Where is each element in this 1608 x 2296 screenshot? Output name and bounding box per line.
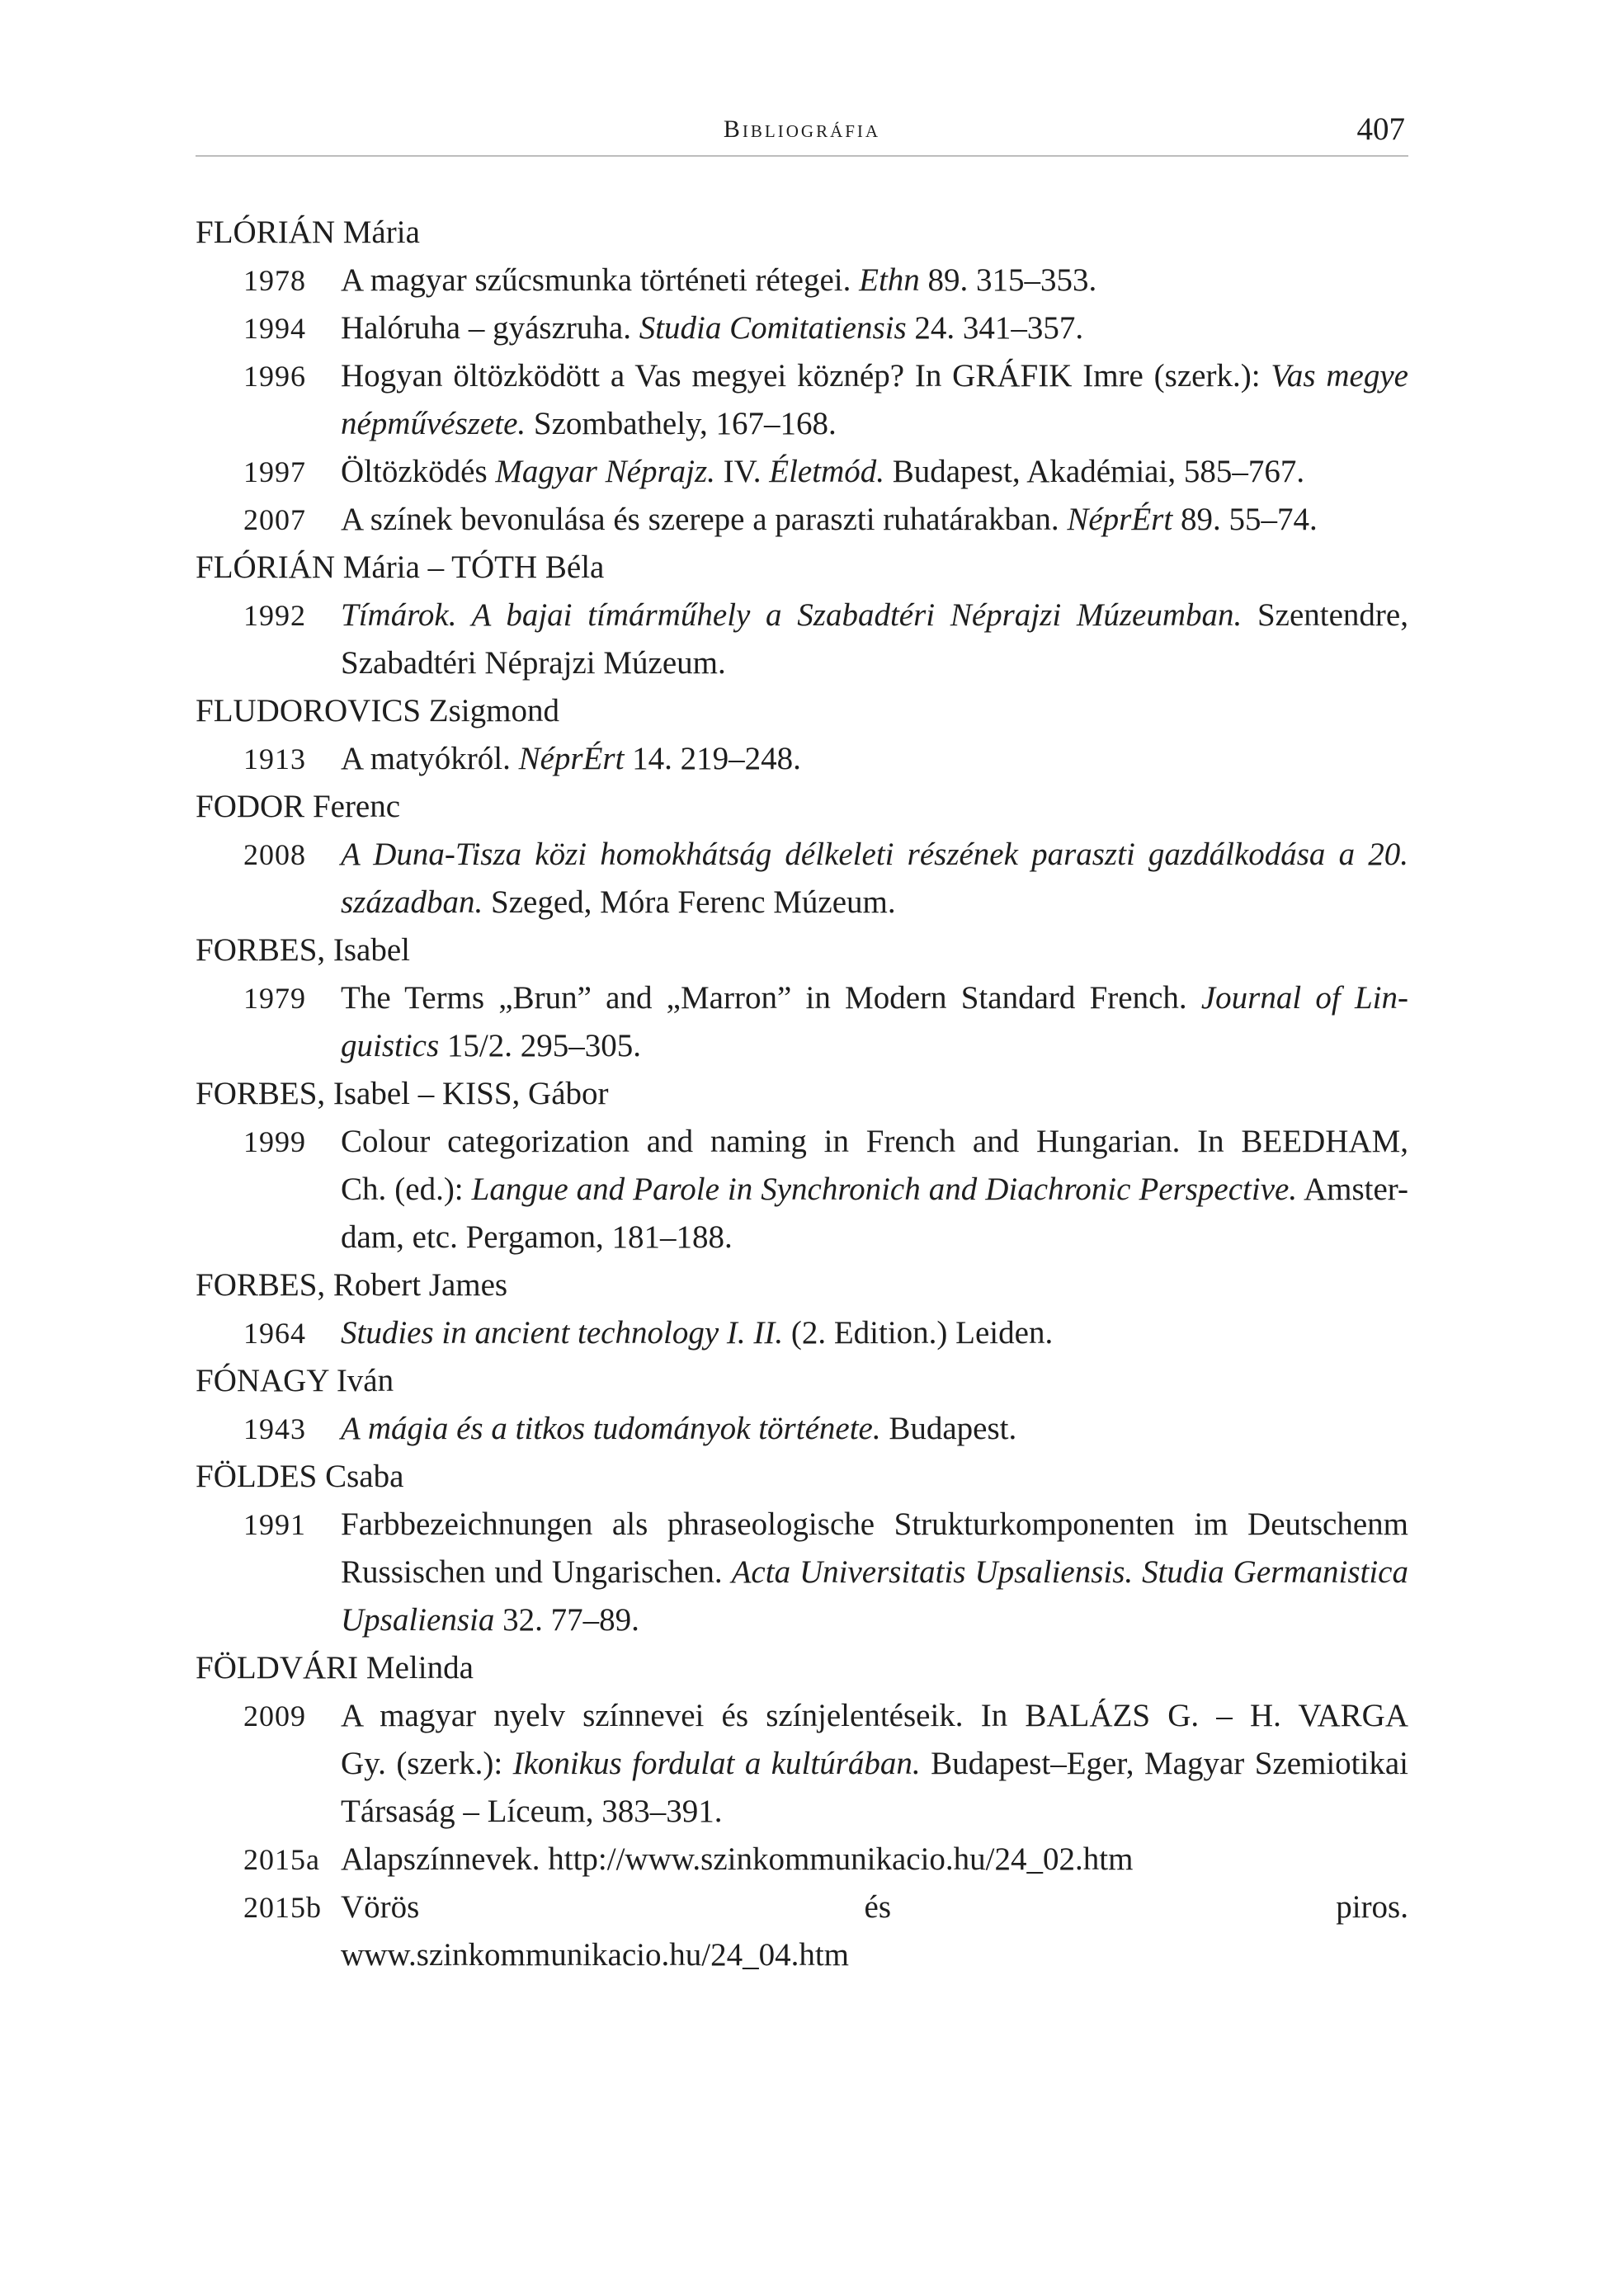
entry-text <box>341 496 1408 544</box>
text-segment: A magyar szűcsmunka történeti rétegei. <box>341 262 860 298</box>
entry-year: 2007 <box>243 503 306 536</box>
entry-year: 1994 <box>243 312 306 345</box>
italic-title: A Duna-Tisza közi homokhátság délkeleti részének paraszti gazdálkodása a 20. <box>341 837 1408 872</box>
text-segment: (2. Edition.) Leiden. <box>783 1315 1054 1351</box>
entry-line <box>341 448 1408 496</box>
entry-line <box>341 1740 1408 1788</box>
entry-line <box>341 1309 1408 1357</box>
bibliography-entry <box>196 974 1408 1070</box>
entry-year: 2015a <box>243 1843 320 1876</box>
text-segment: 32. 77–89. <box>494 1602 639 1638</box>
author-group <box>196 1070 1408 1261</box>
entry-year: 1997 <box>243 455 306 488</box>
italic-title: Journal of Lin- <box>1200 980 1408 1016</box>
entry-year: 2008 <box>243 838 306 871</box>
entry-line <box>341 735 1408 783</box>
text-segment: www.szinkommunikacio.hu/24_04.htm <box>341 1937 850 1973</box>
entry-line <box>341 1166 1408 1214</box>
bibliography-entry <box>196 352 1408 448</box>
entry-line <box>341 1549 1408 1596</box>
entry-text <box>341 1309 1408 1357</box>
text-segment: Öltözködés <box>341 454 496 489</box>
text-segment: 89. 315–353. <box>919 262 1097 298</box>
entry-line <box>341 496 1408 544</box>
author-group <box>196 1453 1408 1644</box>
text-segment: Szombathely, 167–168. <box>526 406 837 441</box>
entry-text <box>341 1118 1408 1261</box>
bibliography-entry <box>196 1692 1408 1836</box>
italic-title: Acta Universitatis Upsaliensis. Studia Germanistica <box>731 1554 1408 1590</box>
entry-line <box>341 1596 1408 1644</box>
author-name: FÓNAGY Iván <box>196 1363 394 1398</box>
italic-title: népművészete. <box>341 406 526 441</box>
author-group <box>196 1261 1408 1357</box>
text-segment: A matyókról. <box>341 741 519 776</box>
entry-line <box>341 352 1408 400</box>
entry-line <box>341 1788 1408 1836</box>
entry-year: 1996 <box>243 360 306 393</box>
entry-text <box>341 304 1408 352</box>
author-name: FLÓRIÁN Mária <box>196 215 420 250</box>
text-segment: Vörös és piros. <box>341 1889 1408 1925</box>
entry-text <box>341 1405 1408 1453</box>
text-segment: Hogyan öltözködött a Vas megyei köznép? In GRÁFIK Imre (szerk.): <box>341 358 1271 394</box>
entry-line <box>341 592 1408 639</box>
text-segment: IV. <box>714 454 770 489</box>
bibliography-entry <box>196 831 1408 926</box>
italic-title: NéprÉrt <box>518 741 625 776</box>
bibliography-entry <box>196 448 1408 496</box>
entry-year: 1991 <box>243 1508 306 1541</box>
bibliography-entry <box>196 304 1408 352</box>
entry-line <box>341 1692 1408 1740</box>
entry-year: 1992 <box>243 599 306 632</box>
text-segment: Szentendre, <box>1242 597 1408 633</box>
author-name: FLÓRIÁN Mária – TÓTH Béla <box>196 549 605 585</box>
entry-line <box>341 1214 1408 1261</box>
entry-line <box>341 304 1408 352</box>
text-segment: A színek bevonulása és szerepe a paraszti ruhatárakban. <box>341 502 1068 537</box>
entry-text <box>341 1836 1408 1883</box>
author-name: FÖLDVÁRI Melinda <box>196 1650 474 1685</box>
author-name: FORBES, Isabel <box>196 932 411 968</box>
text-segment: Colour categorization and naming in French and Hungarian. In BEEDHAM, <box>341 1124 1408 1159</box>
entry-year: 1999 <box>243 1125 306 1158</box>
text-segment: Budapest. <box>880 1411 1017 1446</box>
page-number: 407 <box>1356 111 1405 147</box>
entry-text <box>341 1883 1408 1979</box>
entry-line <box>341 879 1408 926</box>
author-name: FORBES, Isabel – KISS, Gábor <box>196 1076 609 1111</box>
bibliography-entry <box>196 1883 1408 1979</box>
italic-title: Ikonikus fordulat a kultúrában. <box>512 1746 921 1781</box>
italic-title: században. <box>341 884 483 920</box>
text-segment: Budapest–Eger, Magyar Szemiotikai <box>920 1746 1408 1781</box>
entry-text <box>341 831 1408 926</box>
entry-line <box>341 831 1408 879</box>
bibliography-entry <box>196 257 1408 304</box>
running-header <box>196 106 1408 157</box>
author-group <box>196 209 1408 544</box>
entry-line <box>341 1883 1408 1931</box>
bibliography-entry <box>196 1836 1408 1883</box>
entry-text <box>341 1692 1408 1836</box>
italic-title: Vas megye <box>1271 358 1408 394</box>
italic-title: NéprÉrt <box>1067 502 1173 537</box>
text-segment: Szabadtéri Néprajzi Múzeum. <box>341 645 726 681</box>
text-segment: The Terms „Brun” and „Marron” in Modern Standard French. <box>341 980 1201 1016</box>
text-segment: Farbbezeichnungen als phraseologische Strukturkomponenten im Deutschenm <box>341 1506 1408 1542</box>
entry-year: 1978 <box>243 264 306 297</box>
text-segment: 15/2. 295–305. <box>439 1028 642 1063</box>
italic-title: Studies in ancient technology I. II. <box>341 1315 784 1351</box>
bibliography-entry <box>196 1309 1408 1357</box>
italic-title: Magyar Néprajz. <box>495 454 715 489</box>
entry-text <box>341 352 1408 448</box>
running-title: Bibliográfia <box>723 116 881 143</box>
entry-year: 2009 <box>243 1700 306 1733</box>
entry-text <box>341 1501 1408 1644</box>
entry-line <box>341 1501 1408 1549</box>
text-segment: Russischen und Ungarischen. <box>341 1554 732 1590</box>
text-segment: Társaság – Líceum, 383–391. <box>341 1794 723 1829</box>
text-segment: 24. 341–357. <box>906 310 1084 346</box>
entry-text <box>341 257 1408 304</box>
text-segment: A magyar nyelv színnevei és színjelentéseik. In BALÁZS G. – H. VARGA <box>341 1698 1408 1733</box>
entry-line <box>341 257 1408 304</box>
author-name: FODOR Ferenc <box>196 789 401 824</box>
author-name: FLUDOROVICS Zsigmond <box>196 693 559 728</box>
text-segment: 14. 219–248. <box>624 741 801 776</box>
bibliography-entry <box>196 592 1408 687</box>
entry-line <box>341 400 1408 448</box>
entry-year: 1964 <box>243 1317 306 1350</box>
text-segment: Amster- <box>1297 1172 1408 1207</box>
entry-line <box>341 1118 1408 1166</box>
text-segment: dam, etc. Pergamon, 181–188. <box>341 1219 733 1255</box>
author-name: FÖLDES Csaba <box>196 1459 404 1494</box>
italic-title: guistics <box>341 1028 440 1063</box>
text-segment: Halóruha – gyászruha. <box>341 310 639 346</box>
entry-text <box>341 735 1408 783</box>
bibliography-entry <box>196 1405 1408 1453</box>
entry-line <box>341 1836 1408 1883</box>
entry-line <box>341 1405 1408 1453</box>
text-segment: 89. 55–74. <box>1172 502 1318 537</box>
entry-line <box>341 974 1408 1022</box>
text-segment: Alapszínnevek. http://www.szinkommunikacio.hu/24_02.htm <box>341 1841 1134 1877</box>
bibliography-list <box>196 209 1408 1979</box>
author-name: FORBES, Robert James <box>196 1267 508 1303</box>
italic-title: Langue and Parole in Synchronich and Diachronic Perspective. <box>471 1172 1298 1207</box>
italic-title: A mágia és a titkos tudományok története. <box>341 1411 881 1446</box>
entry-year: 1913 <box>243 743 306 776</box>
italic-title: Studia Comitatiensis <box>639 310 907 346</box>
italic-title: Ethn <box>859 262 920 298</box>
author-group <box>196 544 1408 687</box>
entry-year: 2015b <box>243 1891 322 1924</box>
entry-year: 1979 <box>243 982 306 1015</box>
author-group <box>196 687 1408 783</box>
author-group <box>196 783 1408 926</box>
entry-line <box>341 639 1408 687</box>
entry-year: 1943 <box>243 1412 306 1445</box>
text-segment: Gy. (szerk.): <box>341 1746 513 1781</box>
bibliography-entry <box>196 735 1408 783</box>
text-segment: Szeged, Móra Ferenc Múzeum. <box>483 884 896 920</box>
author-group <box>196 926 1408 1070</box>
author-group <box>196 1644 1408 1979</box>
bibliography-entry <box>196 1118 1408 1261</box>
italic-title: Életmód. <box>769 454 884 489</box>
bibliography-entry <box>196 1501 1408 1644</box>
italic-title: Tímárok. A bajai tímárműhely a Szabadtéri Néprajzi Múzeumban. <box>341 597 1243 633</box>
entry-line <box>341 1931 1408 1979</box>
entry-text <box>341 974 1408 1070</box>
entry-text <box>341 592 1408 687</box>
entry-text <box>341 448 1408 496</box>
author-group <box>196 1357 1408 1453</box>
text-segment: Ch. (ed.): <box>341 1172 472 1207</box>
text-segment: Budapest, Akadémiai, 585–767. <box>884 454 1305 489</box>
bibliography-entry <box>196 496 1408 544</box>
entry-line <box>341 1022 1408 1070</box>
italic-title: Upsaliensia <box>341 1602 495 1638</box>
